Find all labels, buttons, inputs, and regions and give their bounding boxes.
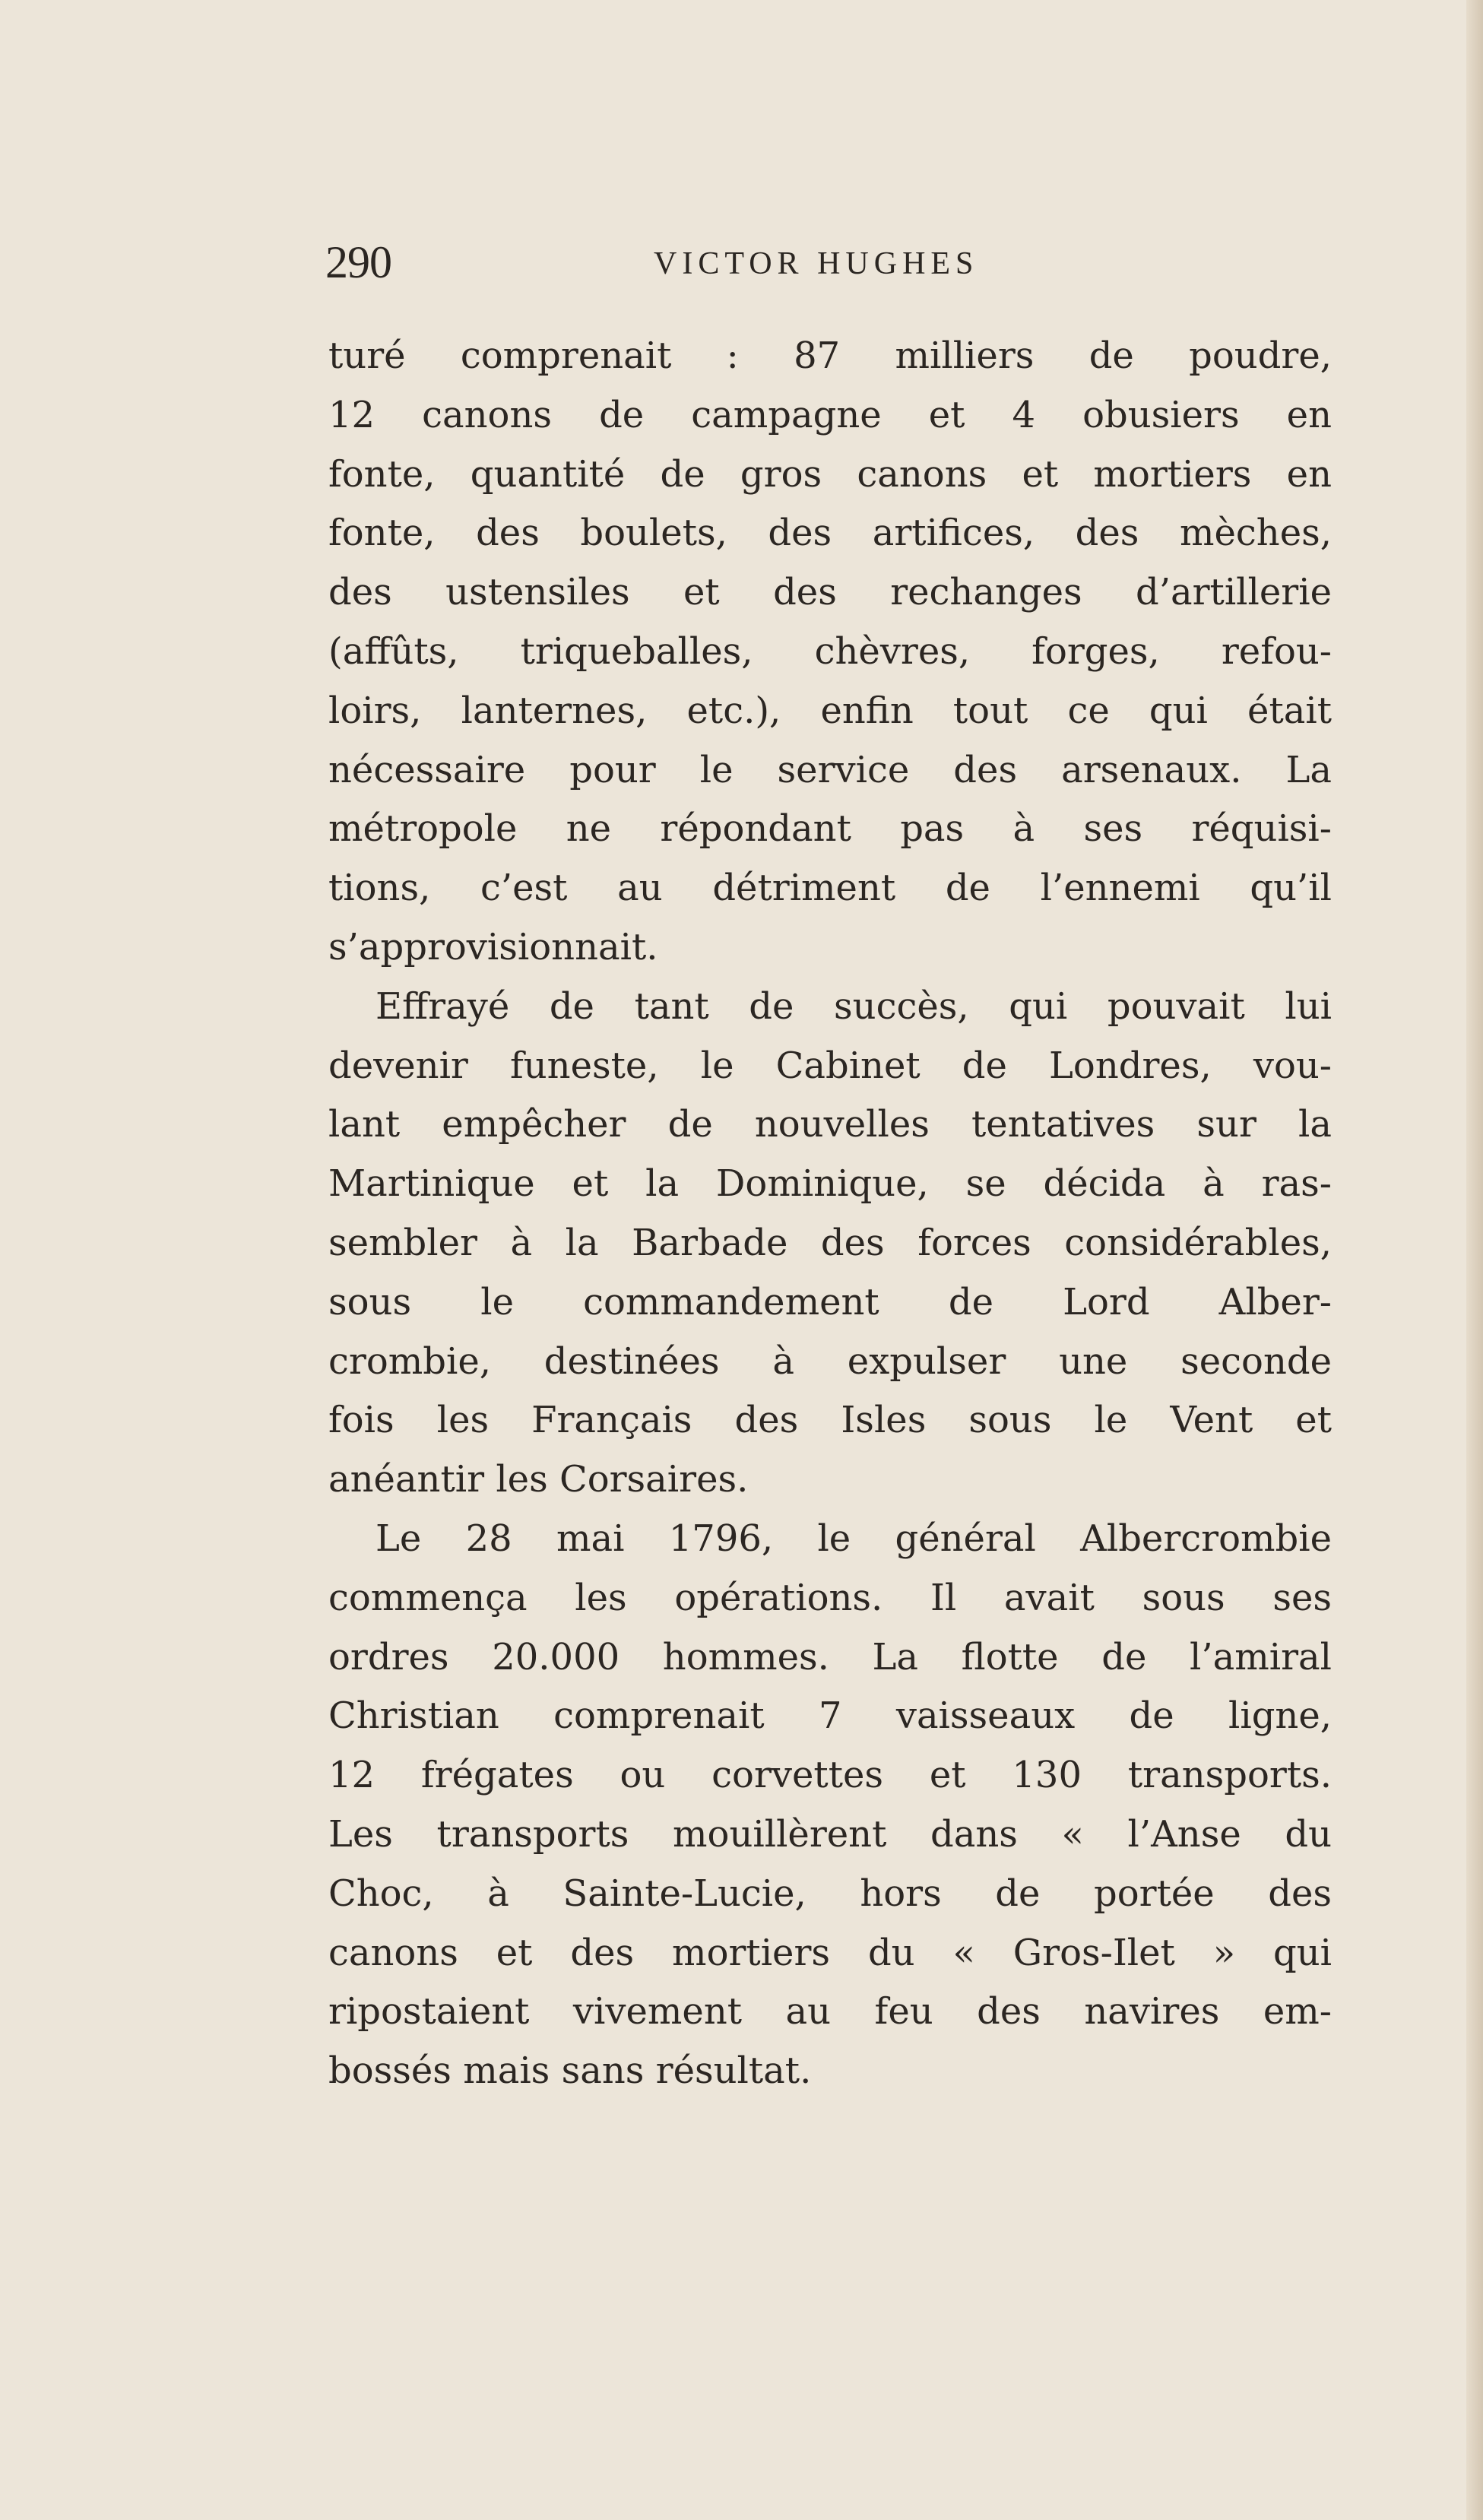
- text-line: Les transports mouillèrent dans « l’Anse du: [328, 1812, 1332, 1856]
- text-line: 12 frégates ou corvettes et 130 transports.: [328, 1754, 1332, 1797]
- running-head: [325, 232, 1329, 293]
- page-edge-shadow: [1466, 0, 1483, 2520]
- text-line-paragraph-end: bossés mais sans résultat.: [328, 2049, 812, 2093]
- text-line: loirs, lanternes, etc.), enfin tout ce qui était: [328, 689, 1332, 732]
- text-line-paragraph-end: anéantir les Corsaires.: [328, 1458, 749, 1501]
- text-line: devenir funeste, le Cabinet de Londres, vou-: [328, 1044, 1332, 1087]
- text-line: 12 canons de campagne et 4 obusiers en: [328, 393, 1332, 436]
- text-line-paragraph-start: Effrayé de tant de succès, qui pouvait lui: [376, 984, 1332, 1028]
- text-line: commença les opérations. Il avait sous ses: [328, 1576, 1332, 1619]
- text-line: (affûts, triqueballes, chèvres, forges, refou-: [328, 629, 1332, 673]
- text-line: fois les Français des Isles sous le Vent et: [328, 1399, 1332, 1442]
- text-line: ripostaient vivement au feu des navires em-: [328, 1990, 1332, 2033]
- running-title: VICTOR HUGHES: [654, 246, 979, 281]
- text-line: sous le commandement de Lord Alber-: [328, 1280, 1332, 1323]
- text-line-paragraph-start: Le 28 mai 1796, le général Albercrombie: [376, 1517, 1332, 1560]
- text-line: des ustensiles et des rechanges d’artillerie: [328, 571, 1332, 614]
- text-line: fonte, quantité de gros canons et mortiers en: [328, 452, 1332, 496]
- text-line: sembler à la Barbade des forces considérables,: [328, 1221, 1332, 1264]
- text-line: canons et des mortiers du « Gros-Ilet » qui: [328, 1931, 1332, 1974]
- text-line: Choc, à Sainte-Lucie, hors de portée des: [328, 1872, 1332, 1915]
- body-text: [328, 327, 1332, 2101]
- text-line: nécessaire pour le service des arsenaux. La: [328, 748, 1332, 791]
- text-line: lant empêcher de nouvelles tentatives sur la: [328, 1103, 1332, 1146]
- text-line: métropole ne répondant pas à ses réquisi-: [328, 807, 1332, 851]
- text-line: Christian comprenait 7 vaisseaux de ligne,: [328, 1694, 1332, 1738]
- text-line: crombie, destinées à expulser une seconde: [328, 1339, 1332, 1383]
- text-line-paragraph-end: s’approvisionnait.: [328, 925, 658, 968]
- page-number: 290: [325, 237, 391, 287]
- text-line: turé comprenait : 87 milliers de poudre,: [328, 334, 1332, 377]
- text-line: tions, c’est au détriment de l’ennemi qu’il: [328, 867, 1332, 910]
- text-line: fonte, des boulets, des artifices, des mèches,: [328, 512, 1332, 555]
- text-line: Martinique et la Dominique, se décida à ras-: [328, 1162, 1332, 1206]
- text-line: ordres 20.000 hommes. La flotte de l’amiral: [328, 1635, 1332, 1678]
